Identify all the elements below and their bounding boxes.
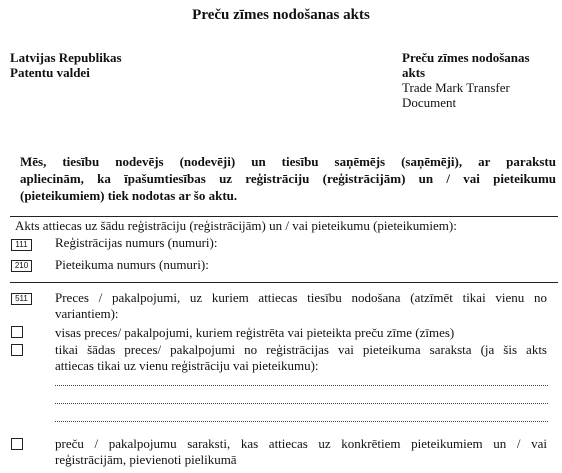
goods-services-label-line-1: Preces / pakalpojumi, uz kuriem attiecas tiesību nodošana (atzīmēt tikai vienu no (55, 290, 547, 305)
option-selected-goods-line-2: attiecas tikai uz vienu reģistrāciju vai pieteikumu): (55, 358, 319, 373)
option-attached-lists-checkbox[interactable] (11, 438, 23, 450)
form-name-block (402, 50, 560, 110)
intro-line-3: (pieteikumiem) tiek nodotas ar šo aktu. (20, 188, 238, 203)
goods-list-line-3[interactable] (55, 421, 548, 422)
application-number-label: Pieteikuma numurs (numuri): (55, 257, 209, 272)
section-heading: Akts attiecas uz šādu reģistrāciju (reģistrācijām) un / vai pieteikumu (pieteikumiem): (15, 218, 457, 233)
recipient-line-1: Latvijas Republikas (10, 50, 122, 65)
field-code-111: 111 (11, 239, 32, 251)
option-attached-lists-label (55, 436, 547, 468)
option-all-goods-label: visas preces/ pakalpojumi, kuriem reģistrēta vai pieteikta preču zīme (zīmes) (55, 325, 455, 340)
recipient-block (10, 50, 122, 80)
goods-list-line-1[interactable] (55, 385, 548, 386)
option-selected-goods-checkbox[interactable] (11, 344, 23, 356)
recipient-line-2: Patentu valdei (10, 65, 90, 80)
intro-line-2: apliecinām, ka īpašumtiesības uz reģistrāciju (reģistrācijām) un / vai pieteikumu (20, 171, 556, 186)
form-name-lv-line-1: Preču zīmes nodošanas (402, 50, 530, 65)
option-attached-lists-line-1: preču / pakalpojumu saraksti, kas attiecas uz konkrētiem pieteikumiem un / vai (55, 436, 547, 451)
registration-number-label: Reģistrācijas numurs (numuri): (55, 235, 218, 250)
field-code-210: 210 (11, 260, 32, 272)
goods-services-label-line-2: variantiem): (55, 306, 119, 321)
option-attached-lists-line-2: reģistrācijām, pievienoti pielikumā (55, 452, 237, 467)
field-code-511: 511 (11, 293, 32, 305)
option-all-goods-checkbox[interactable] (11, 326, 23, 338)
intro-line-1: Mēs, tiesību nodevējs (nodevēji) un tiesību saņēmējs (saņēmēji), ar parakstu (20, 154, 556, 169)
section-divider-goods (10, 282, 558, 283)
goods-services-label (55, 290, 547, 322)
option-selected-goods-line-1: tikai šādas preces/ pakalpojumi no reģistrācijas vai pieteikuma saraksta (ja šis akts (55, 342, 547, 357)
section-divider-top (10, 216, 558, 217)
goods-list-line-2[interactable] (55, 403, 548, 404)
intro-statement (20, 153, 556, 204)
document-title: Preču zīmes nodošanas akts (192, 7, 370, 23)
form-name-en-line-1: Trade Mark Transfer (402, 80, 510, 95)
form-name-en-line-2: Document (402, 95, 457, 110)
form-name-lv-line-2: akts (402, 65, 426, 80)
option-selected-goods-label (55, 342, 547, 374)
